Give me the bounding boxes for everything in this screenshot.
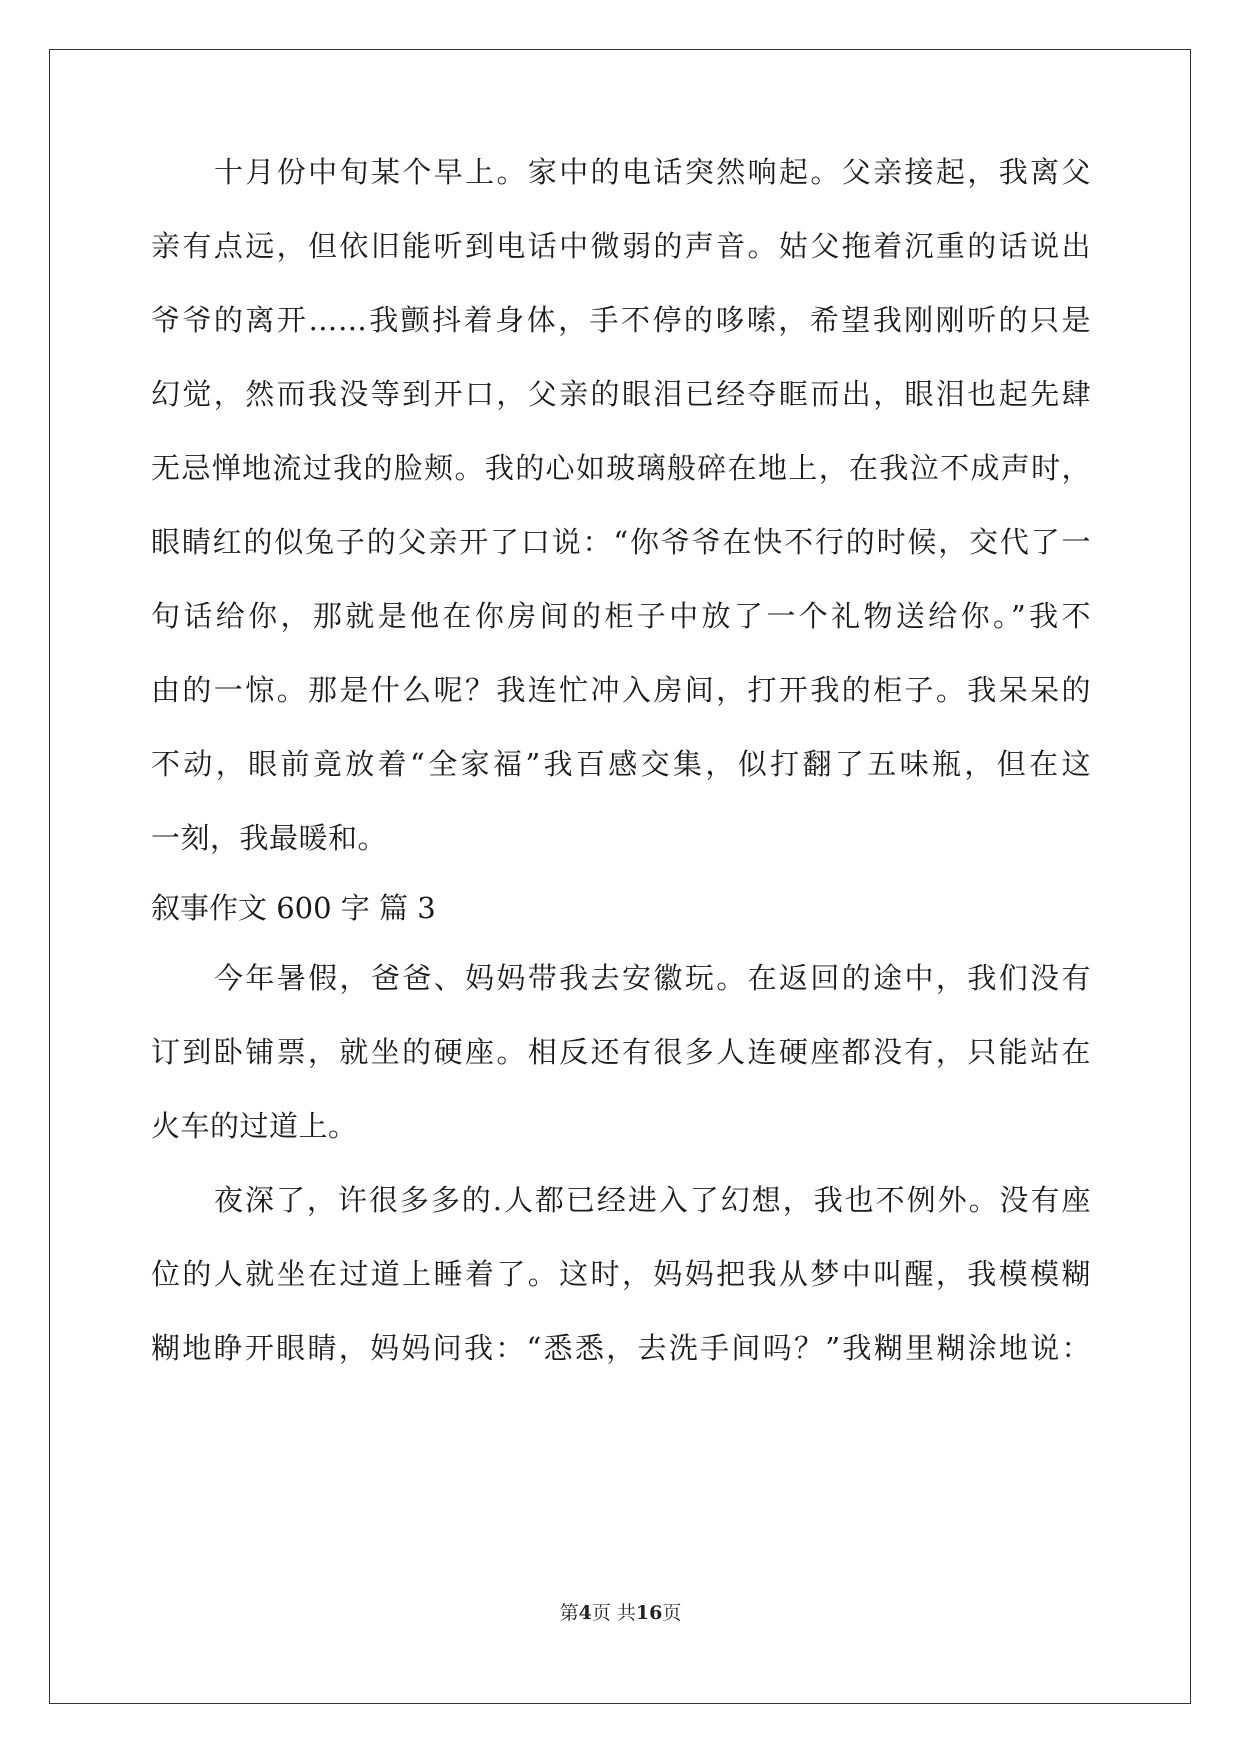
- paragraph-2-line-3: 火车的过道上。: [151, 1109, 358, 1143]
- paragraph-3-line-3: 糊地睁开眼睛，妈妈问我：“悉悉，去洗手间吗？”我糊里糊涂地说：: [151, 1331, 1091, 1365]
- paragraph-1-line-6: 眼睛红的似兔子的父亲开了口说：“你爷爷在快不行的时候，交代了一: [151, 525, 1091, 559]
- footer-prefix: 第: [559, 1602, 579, 1624]
- footer-middle: 页 共: [591, 1602, 636, 1624]
- paragraph-3-line-1: 夜深了，许很多多的.人都已经进入了幻想，我也不例外。没有座: [214, 1183, 1091, 1217]
- paragraph-1-line-4: 幻觉，然而我没等到开口，父亲的眼泪已经夺眶而出，眼泪也起先肆: [151, 377, 1091, 411]
- page-footer: [0, 1601, 1241, 1625]
- paragraph-1-line-9: 不动，眼前竟放着“全家福”我百感交集，似打翻了五味瓶，但在这: [151, 747, 1091, 781]
- paragraph-1-line-10: 一刻，我最暖和。: [151, 821, 388, 855]
- paragraph-1-line-5: 无忌惮地流过我的脸颊。我的心如玻璃般碎在地上，在我泣不成声时，: [151, 451, 1091, 485]
- paragraph-3-line-2: 位的人就坐在过道上睡着了。这时，妈妈把我从梦中叫醒，我模模糊: [151, 1257, 1091, 1291]
- paragraph-2-line-1: 今年暑假，爸爸、妈妈带我去安徽玩。在返回的途中，我们没有: [214, 961, 1091, 995]
- page-border: [49, 49, 1191, 1704]
- paragraph-1-line-8: 由的一惊。那是什么呢？我连忙冲入房间，打开我的柜子。我呆呆的: [151, 673, 1091, 707]
- paragraph-1-line-3: 爷爷的离开……我颤抖着身体，手不停的哆嗦，希望我刚刚听的只是: [151, 303, 1091, 337]
- section-heading: 叙事作文 600 字 篇 3: [151, 891, 436, 925]
- total-pages-number: 16: [635, 1602, 663, 1624]
- footer-suffix: 页: [662, 1602, 682, 1624]
- paragraph-1-line-2: 亲有点远，但依旧能听到电话中微弱的声音。姑父拖着沉重的话说出: [151, 229, 1091, 263]
- paragraph-1-line-7: 句话给你，那就是他在你房间的柜子中放了一个礼物送给你。”我不: [151, 599, 1091, 633]
- current-page-number: 4: [578, 1602, 592, 1624]
- paragraph-1-line-1: 十月份中旬某个早上。家中的电话突然响起。父亲接起，我离父: [214, 155, 1091, 189]
- paragraph-2-line-2: 订到卧铺票，就坐的硬座。相反还有很多人连硬座都没有，只能站在: [151, 1035, 1091, 1069]
